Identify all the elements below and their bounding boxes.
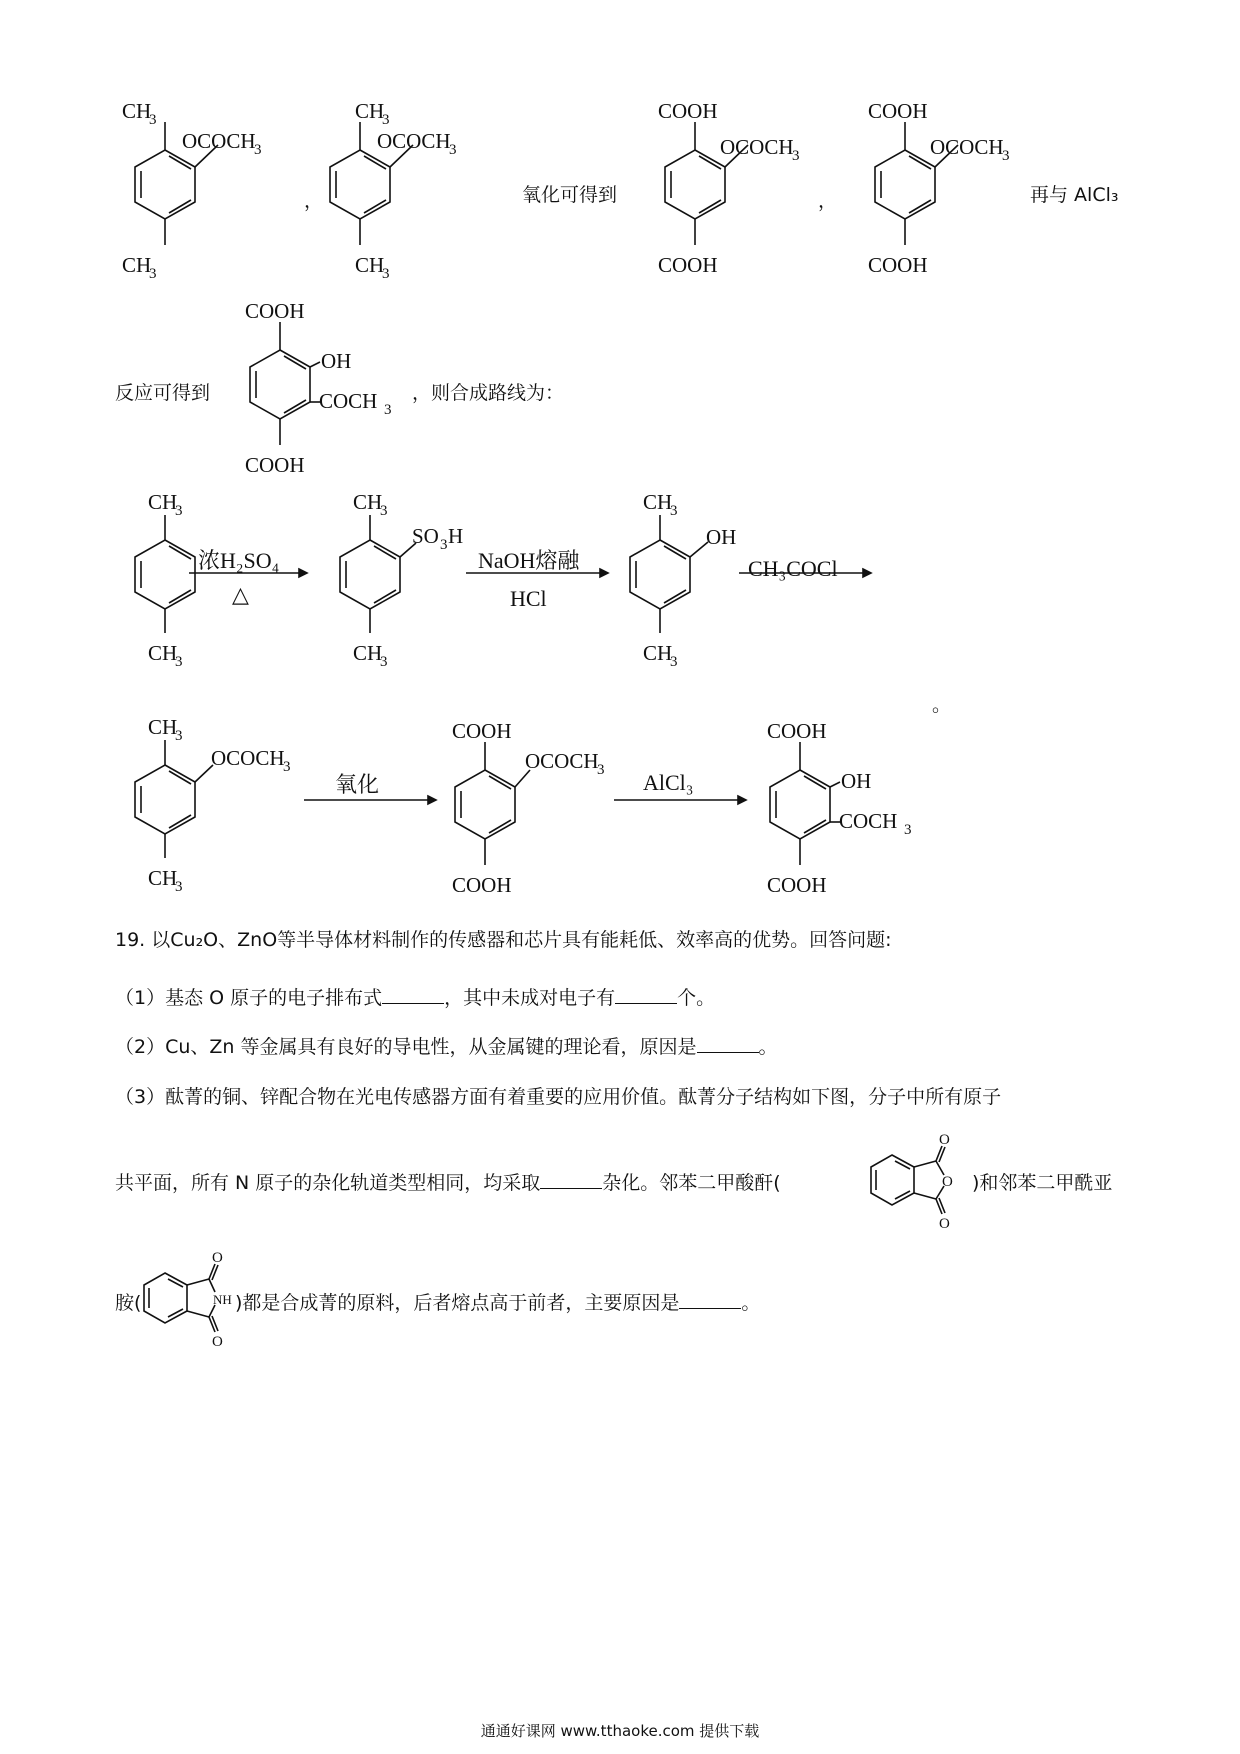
ch3-bottom: CH <box>122 253 152 277</box>
svg-text:COOH: COOH <box>868 253 928 277</box>
svg-text:COOH: COOH <box>767 719 827 743</box>
svg-text:3: 3 <box>380 654 388 670</box>
answer-blank-3[interactable] <box>697 1034 759 1053</box>
svg-text:COCH: COCH <box>839 809 898 833</box>
svg-text:COOH: COOH <box>767 873 827 897</box>
footer-source: 通通好课网 www.tthaoke.com 提供下载 <box>480 1722 760 1740</box>
svg-text:OH: OH <box>706 525 737 549</box>
mol-acetoxy-terephthalic-acid-2 <box>850 100 1050 280</box>
mol-final-product <box>745 720 945 900</box>
svg-text:OCOCH: OCOCH <box>930 135 1004 159</box>
step2-acid: HCl <box>510 586 547 611</box>
text-route: ，则合成路线为： <box>412 382 565 404</box>
mol-3,4-... acetate-2 <box>305 100 495 280</box>
step1-reagent: 浓H₂SO₄ <box>198 548 280 573</box>
svg-text:O: O <box>939 1132 950 1148</box>
question-19-part3-line2-end: )和邻苯二甲酰亚 <box>972 1172 1113 1194</box>
svg-text:O: O <box>942 1174 953 1190</box>
svg-text:COOH: COOH <box>868 99 928 123</box>
svg-text:3: 3 <box>1002 148 1010 164</box>
question-19-stem: 19. 以Cu₂O、ZnO等半导体材料制作的传感器和芯片具有能耗低、效率高的优势。回答问题: <box>115 929 892 951</box>
answer-blank-1[interactable] <box>382 985 444 1004</box>
separator-comma: ， <box>304 190 324 212</box>
svg-text:CH: CH <box>353 641 383 665</box>
mol-acetoxy-terephthalic-acid-1 <box>640 100 840 280</box>
mol-phthalic-anhydride <box>870 1130 980 1240</box>
step2-reagent: NaOH熔融 <box>478 548 580 573</box>
svg-text:3: 3 <box>597 762 605 778</box>
answer-blank-2[interactable] <box>615 985 677 1004</box>
svg-text:CH: CH <box>643 641 673 665</box>
svg-text:CH: CH <box>148 641 178 665</box>
svg-text:CH: CH <box>355 99 385 123</box>
text-oxidize: 氧化可得到 <box>522 184 618 206</box>
step1-heat: △ <box>232 582 249 607</box>
svg-text:CH: CH <box>148 490 178 514</box>
svg-text:3: 3 <box>904 822 912 838</box>
svg-text:3: 3 <box>149 266 157 282</box>
question-19-part1: （1）基态 O 原子的电子排布式 ，其中未成对电子有 个。 <box>115 987 716 1009</box>
svg-text:OCOCH: OCOCH <box>720 135 794 159</box>
svg-text:OCOCH: OCOCH <box>211 746 285 770</box>
svg-text:3: 3 <box>384 402 392 418</box>
mol-dimethylphenyl-acetate-scheme <box>115 715 315 900</box>
text-react-get: 反应可得到 <box>115 382 211 404</box>
svg-text:SO: SO <box>412 524 439 548</box>
svg-text:3: 3 <box>792 148 800 164</box>
svg-text:3: 3 <box>175 654 183 670</box>
text-react-with: 再与 AlCl₃ <box>1030 184 1119 206</box>
svg-text:OH: OH <box>841 769 872 793</box>
question-19-part3-line3: )都是合成菁的原料，后者熔点高于前者，主要原因是 。 <box>235 1292 761 1314</box>
question-19-part3-line3-start: 胺( <box>115 1292 142 1314</box>
question-19-part3-line1: （3）酞菁的铜、锌配合物在光电传感器方面有着重要的应用价值。酞菁分子结构如下图，分子中所有原子 <box>115 1086 1002 1108</box>
svg-text:COCH: COCH <box>319 389 378 413</box>
svg-text:OCOCH: OCOCH <box>525 749 599 773</box>
svg-text:3: 3 <box>440 537 448 553</box>
separator-comma-2: ， <box>818 190 838 212</box>
svg-text:3: 3 <box>175 503 183 519</box>
svg-text:O: O <box>212 1334 223 1350</box>
svg-text:3: 3 <box>254 142 262 158</box>
svg-text:O: O <box>939 1216 950 1232</box>
svg-text:3: 3 <box>380 503 388 519</box>
mol-2,5-dimethylphenyl-acetate <box>110 100 300 280</box>
svg-text:H: H <box>448 524 464 548</box>
ch3-top: CH <box>122 99 152 123</box>
step5-reagent: AlCl₃ <box>643 770 694 795</box>
answer-blank-5[interactable] <box>679 1290 741 1309</box>
svg-text:CH: CH <box>353 490 383 514</box>
ococh3: OCOCH <box>182 129 256 153</box>
svg-text:OH: OH <box>321 349 352 373</box>
svg-text:CH: CH <box>148 715 178 739</box>
svg-text:3: 3 <box>670 503 678 519</box>
mol-acetoxy-terephthalic-acid-scheme <box>430 720 640 900</box>
svg-text:3: 3 <box>449 142 457 158</box>
svg-text:3: 3 <box>382 112 390 128</box>
step4-reagent: 氧化 <box>335 772 380 797</box>
svg-text:3: 3 <box>175 728 183 744</box>
svg-text:COOH: COOH <box>658 253 718 277</box>
step3-reagent: CH₃COCl <box>748 556 838 581</box>
svg-text:CH: CH <box>643 490 673 514</box>
svg-text:COOH: COOH <box>245 299 305 323</box>
mol-hydroxy-acetyl-terephthalic-acid <box>225 300 425 480</box>
svg-text:NH: NH <box>213 1292 232 1307</box>
svg-text:3: 3 <box>382 266 390 282</box>
svg-text:COOH: COOH <box>245 453 305 477</box>
answer-blank-4[interactable] <box>540 1170 602 1189</box>
svg-text:3: 3 <box>283 759 291 775</box>
question-19-part2: （2）Cu、Zn 等金属具有良好的导电性，从金属键的理论看，原因是 。 <box>115 1036 778 1058</box>
svg-text:CH: CH <box>355 253 385 277</box>
question-19-part3-line2: 共平面，所有 N 原子的杂化轨道类型相同，均采取 杂化。邻苯二甲酸酐( <box>115 1172 781 1194</box>
svg-text:COOH: COOH <box>658 99 718 123</box>
svg-text:3: 3 <box>149 112 157 128</box>
svg-text:3: 3 <box>175 879 183 895</box>
svg-text:OCOCH: OCOCH <box>377 129 451 153</box>
svg-text:COOH: COOH <box>452 719 512 743</box>
svg-text:CH: CH <box>148 866 178 890</box>
period: 。 <box>932 694 952 716</box>
svg-text:3: 3 <box>670 654 678 670</box>
svg-text:COOH: COOH <box>452 873 512 897</box>
svg-text:O: O <box>212 1250 223 1266</box>
